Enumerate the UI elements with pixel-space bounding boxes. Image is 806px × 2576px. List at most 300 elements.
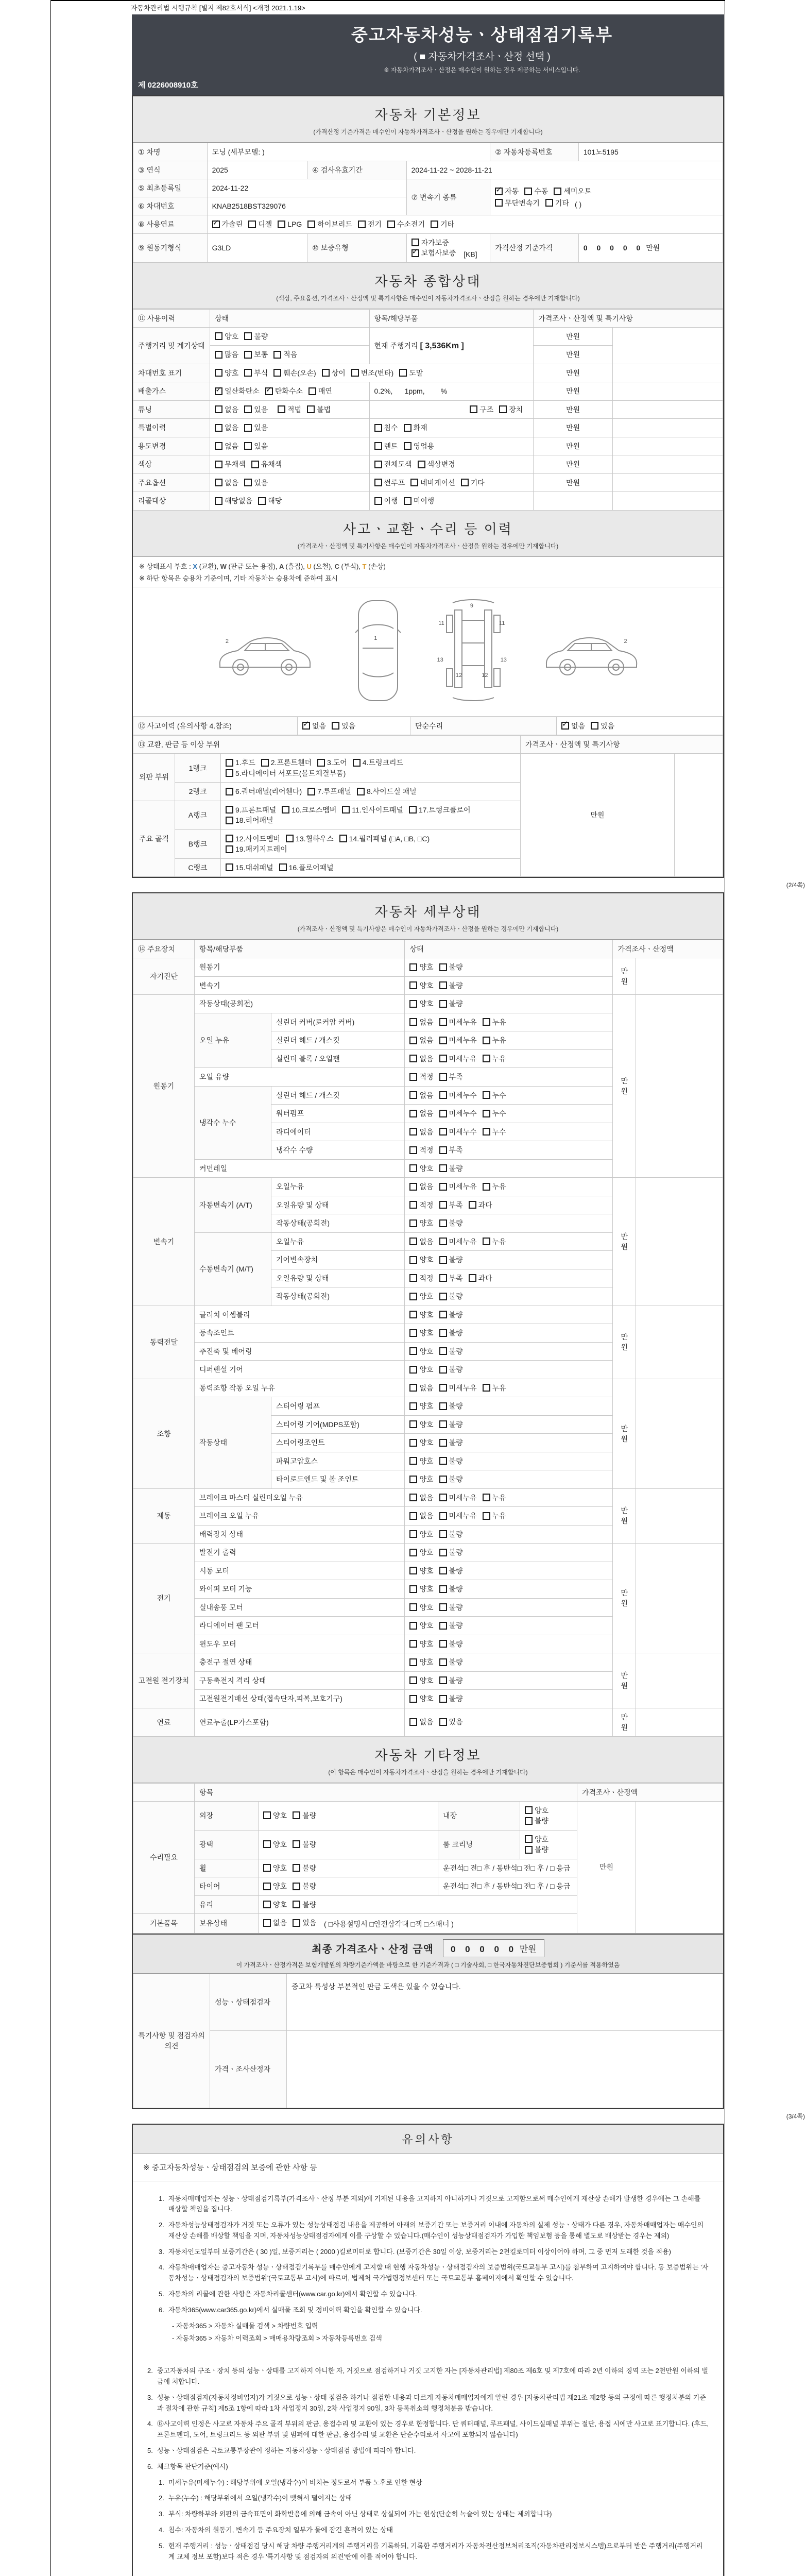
checkbox-box[interactable]: [322, 369, 330, 377]
checkbox-box[interactable]: [215, 332, 222, 340]
checkbox-과다[interactable]: [469, 1273, 492, 1283]
checkbox-box[interactable]: [439, 1622, 447, 1630]
checkbox-양호[interactable]: [409, 1566, 433, 1576]
checkbox-11.인사이드패널[interactable]: [342, 805, 403, 815]
checkbox-있음[interactable]: [244, 478, 268, 488]
checkbox-box[interactable]: [263, 1901, 271, 1908]
checkbox-양호[interactable]: [409, 1419, 433, 1430]
checkbox-불량[interactable]: [439, 1547, 463, 1557]
checkbox-box[interactable]: [409, 1238, 417, 1245]
checkbox-box[interactable]: [226, 845, 233, 853]
checkbox-box[interactable]: [409, 1366, 417, 1374]
checkbox-부족[interactable]: [439, 1273, 463, 1283]
checkbox-침수[interactable]: [374, 422, 398, 433]
checkbox-box[interactable]: [273, 369, 281, 377]
checkbox-있음[interactable]: [244, 404, 268, 415]
checkbox-누유[interactable]: [483, 1035, 506, 1045]
checkbox-box[interactable]: [439, 1695, 447, 1703]
checkbox-box[interactable]: [286, 835, 294, 842]
checkbox-불량[interactable]: [293, 1881, 316, 1891]
checkbox-box[interactable]: [226, 817, 233, 824]
checkbox-미세누수[interactable]: [439, 1108, 477, 1118]
checkbox-box[interactable]: [273, 351, 281, 359]
checkbox-box[interactable]: [409, 1549, 417, 1556]
checkbox-box[interactable]: [409, 1420, 417, 1428]
checkbox-box[interactable]: [265, 387, 273, 395]
checkbox-미세누유[interactable]: [439, 1054, 477, 1064]
checkbox-10.크로스멤버[interactable]: [282, 805, 336, 815]
checkbox-box[interactable]: [244, 424, 252, 432]
checkbox-양호[interactable]: [525, 1805, 548, 1816]
checkbox-누유[interactable]: [483, 1383, 506, 1393]
checkbox-box[interactable]: [409, 1164, 417, 1172]
checkbox-부식[interactable]: [244, 368, 268, 378]
checkbox-box[interactable]: [483, 1512, 490, 1520]
checkbox-15.대쉬패널[interactable]: [226, 862, 273, 873]
checkbox-box[interactable]: [374, 442, 382, 450]
checkbox-불량[interactable]: [293, 1810, 316, 1821]
checkbox-훼손(오손)[interactable]: [273, 368, 316, 378]
checkbox-양호[interactable]: [409, 1401, 433, 1411]
checkbox-box[interactable]: [418, 461, 425, 468]
checkbox-box[interactable]: [483, 1055, 490, 1062]
checkbox-유채색[interactable]: [251, 459, 282, 469]
checkbox-box[interactable]: [215, 497, 222, 505]
checkbox-기타[interactable]: [431, 219, 454, 229]
checkbox-box[interactable]: [307, 221, 315, 228]
checkbox-box[interactable]: [215, 351, 222, 359]
checkbox-없음[interactable]: [409, 1717, 433, 1727]
checkbox-4.트렁크리드[interactable]: [353, 757, 403, 768]
checkbox-가솔린[interactable]: [212, 219, 243, 229]
checkbox-없음[interactable]: [215, 478, 238, 488]
checkbox-미세누유[interactable]: [439, 1493, 477, 1503]
checkbox-box[interactable]: [409, 1037, 417, 1044]
checkbox-매연[interactable]: [308, 386, 332, 396]
checkbox-box[interactable]: [439, 1219, 447, 1227]
checkbox-box[interactable]: [215, 369, 222, 377]
checkbox-box[interactable]: [439, 1567, 447, 1574]
checkbox-불량[interactable]: [293, 1863, 316, 1873]
checkbox-19.패키지트레이[interactable]: [226, 844, 287, 854]
checkbox-box[interactable]: [244, 479, 252, 486]
checkbox-box[interactable]: [554, 188, 561, 195]
checkbox-box[interactable]: [409, 1585, 417, 1593]
checkbox-box[interactable]: [263, 1919, 271, 1927]
checkbox-box[interactable]: [409, 1293, 417, 1300]
checkbox-box[interactable]: [282, 806, 289, 814]
checkbox-적음[interactable]: [273, 349, 297, 360]
checkbox-box[interactable]: [483, 1183, 490, 1191]
checkbox-변조(변타)[interactable]: [351, 368, 393, 378]
checkbox-box[interactable]: [483, 1128, 490, 1136]
checkbox-누수[interactable]: [483, 1090, 506, 1100]
checkbox-box[interactable]: [374, 461, 382, 468]
checkbox-1.후드[interactable]: [226, 757, 255, 768]
checkbox-양호[interactable]: [409, 1584, 433, 1594]
checkbox-불량[interactable]: [439, 1364, 463, 1375]
checkbox-전기[interactable]: [358, 219, 382, 229]
checkbox-부족[interactable]: [439, 1072, 463, 1082]
checkbox-18.리어패널[interactable]: [226, 815, 273, 825]
checkbox-box[interactable]: [561, 722, 569, 730]
checkbox-불량[interactable]: [439, 1639, 463, 1649]
checkbox-box[interactable]: [439, 1402, 447, 1410]
checkbox-불량[interactable]: [439, 1218, 463, 1228]
checkbox-box[interactable]: [439, 1274, 447, 1282]
checkbox-화재[interactable]: [404, 422, 427, 433]
checkbox-box[interactable]: [244, 332, 252, 340]
checkbox-양호[interactable]: [409, 1163, 433, 1174]
checkbox-box[interactable]: [439, 1256, 447, 1264]
checkbox-box[interactable]: [357, 788, 365, 795]
checkbox-해당없음[interactable]: [215, 496, 252, 506]
checkbox-box[interactable]: [212, 221, 220, 228]
checkbox-양호[interactable]: [409, 962, 433, 972]
checkbox-불량[interactable]: [439, 1163, 463, 1174]
checkbox-box[interactable]: [439, 1329, 447, 1337]
checkbox-양호[interactable]: [409, 1346, 433, 1357]
checkbox-구조[interactable]: [470, 404, 493, 415]
checkbox-탄화수소[interactable]: [265, 386, 303, 396]
checkbox-기타[interactable]: [545, 198, 569, 208]
checkbox-불량[interactable]: [525, 1816, 548, 1826]
checkbox-box[interactable]: [353, 759, 361, 767]
checkbox-6.쿼터패널(리어휀다)[interactable]: [226, 786, 302, 796]
checkbox-양호[interactable]: [215, 368, 238, 378]
checkbox-없음[interactable]: [215, 404, 238, 415]
checkbox-양호[interactable]: [409, 1291, 433, 1301]
checkbox-이행[interactable]: [374, 496, 398, 506]
checkbox-없음[interactable]: [409, 1108, 433, 1118]
checkbox-box[interactable]: [308, 387, 316, 395]
checkbox-불량[interactable]: [525, 1844, 548, 1855]
checkbox-box[interactable]: [263, 1840, 271, 1848]
checkbox-수동[interactable]: [524, 186, 548, 196]
checkbox-box[interactable]: [525, 1806, 533, 1814]
checkbox-렌트[interactable]: [374, 441, 398, 451]
checkbox-box[interactable]: [342, 806, 350, 814]
checkbox-누유[interactable]: [483, 1236, 506, 1247]
checkbox-box[interactable]: [409, 1658, 417, 1666]
checkbox-box[interactable]: [215, 461, 222, 468]
checkbox-box[interactable]: [439, 1512, 447, 1520]
checkbox-box[interactable]: [439, 1183, 447, 1191]
checkbox-없음[interactable]: [409, 1090, 433, 1100]
checkbox-box[interactable]: [409, 1494, 417, 1501]
checkbox-box[interactable]: [483, 1238, 490, 1245]
checkbox-box[interactable]: [439, 1018, 447, 1026]
checkbox-미세누수[interactable]: [439, 1127, 477, 1137]
checkbox-불량[interactable]: [439, 1310, 463, 1320]
checkbox-box[interactable]: [387, 221, 395, 228]
checkbox-양호[interactable]: [409, 1456, 433, 1466]
checkbox-양호[interactable]: [409, 1364, 433, 1375]
checkbox-적법[interactable]: [278, 404, 301, 415]
checkbox-도말[interactable]: [399, 368, 423, 378]
checkbox-적정[interactable]: [409, 1200, 433, 1210]
checkbox-양호[interactable]: [525, 1834, 548, 1844]
checkbox-box[interactable]: [439, 1439, 447, 1447]
checkbox-box[interactable]: [263, 1811, 271, 1819]
checkbox-box[interactable]: [409, 1091, 417, 1099]
checkbox-box[interactable]: [439, 1549, 447, 1556]
checkbox-미세누유[interactable]: [439, 1035, 477, 1045]
checkbox-불량[interactable]: [439, 1255, 463, 1265]
checkbox-적정[interactable]: [409, 1145, 433, 1155]
checkbox-box[interactable]: [404, 497, 411, 505]
checkbox-보험사보증[interactable]: [411, 248, 456, 258]
checkbox-없음[interactable]: [409, 1127, 433, 1137]
checkbox-적정[interactable]: [409, 1072, 433, 1082]
checkbox-box[interactable]: [215, 479, 222, 486]
checkbox-box[interactable]: [525, 1835, 533, 1843]
checkbox-양호[interactable]: [409, 1693, 433, 1704]
checkbox-네비게이션[interactable]: [410, 478, 455, 488]
checkbox-일산화탄소[interactable]: [215, 386, 260, 396]
checkbox-box[interactable]: [439, 1146, 447, 1154]
checkbox-box[interactable]: [278, 221, 285, 228]
checkbox-box[interactable]: [409, 1402, 417, 1410]
checkbox-불량[interactable]: [439, 1291, 463, 1301]
checkbox-하이브리드[interactable]: [307, 219, 352, 229]
checkbox-box[interactable]: [307, 788, 315, 795]
checkbox-box[interactable]: [411, 249, 419, 257]
checkbox-box[interactable]: [409, 1567, 417, 1574]
checkbox-box[interactable]: [293, 1811, 300, 1819]
checkbox-box[interactable]: [461, 479, 469, 486]
checkbox-양호[interactable]: [409, 1218, 433, 1228]
checkbox-2.프론트휀더[interactable]: [261, 757, 312, 768]
checkbox-box[interactable]: [469, 1201, 476, 1209]
checkbox-양호[interactable]: [409, 980, 433, 991]
checkbox-box[interactable]: [483, 1037, 490, 1044]
checkbox-있음[interactable]: [332, 721, 355, 731]
checkbox-box[interactable]: [483, 1110, 490, 1117]
checkbox-없음[interactable]: [409, 1493, 433, 1503]
checkbox-box[interactable]: [409, 1384, 417, 1392]
checkbox-box[interactable]: [293, 1901, 300, 1908]
checkbox-box[interactable]: [470, 405, 477, 413]
checkbox-box[interactable]: [439, 1366, 447, 1374]
checkbox-box[interactable]: [439, 963, 447, 971]
checkbox-없음[interactable]: [302, 721, 326, 731]
checkbox-box[interactable]: [483, 1384, 490, 1392]
checkbox-양호[interactable]: [263, 1839, 287, 1850]
checkbox-양호[interactable]: [409, 1255, 433, 1265]
checkbox-box[interactable]: [226, 759, 233, 767]
checkbox-box[interactable]: [439, 1476, 447, 1483]
checkbox-장치[interactable]: [499, 404, 523, 415]
checkbox-양호[interactable]: [409, 1675, 433, 1686]
checkbox-box[interactable]: [524, 188, 532, 195]
checkbox-누수[interactable]: [483, 1127, 506, 1137]
checkbox-세미오토[interactable]: [554, 186, 591, 196]
checkbox-box[interactable]: [409, 1530, 417, 1538]
checkbox-box[interactable]: [409, 1055, 417, 1062]
checkbox-13.휠하우스[interactable]: [286, 834, 334, 844]
checkbox-불량[interactable]: [439, 1456, 463, 1466]
checkbox-box[interactable]: [409, 1695, 417, 1703]
checkbox-box[interactable]: [409, 963, 417, 971]
checkbox-box[interactable]: [409, 1128, 417, 1136]
checkbox-9.프론트패널[interactable]: [226, 805, 276, 815]
checkbox-box[interactable]: [409, 1000, 417, 1008]
checkbox-box[interactable]: [499, 405, 507, 413]
checkbox-box[interactable]: [439, 1718, 447, 1726]
checkbox-box[interactable]: [483, 1018, 490, 1026]
checkbox-box[interactable]: [439, 1603, 447, 1611]
checkbox-있음[interactable]: [439, 1717, 463, 1727]
checkbox-해당[interactable]: [258, 496, 282, 506]
checkbox-box[interactable]: [409, 1219, 417, 1227]
checkbox-box[interactable]: [409, 1329, 417, 1337]
checkbox-box[interactable]: [226, 788, 233, 795]
checkbox-box[interactable]: [439, 1347, 447, 1355]
checkbox-누유[interactable]: [483, 1054, 506, 1064]
checkbox-box[interactable]: [439, 1384, 447, 1392]
checkbox-색상변경[interactable]: [418, 459, 455, 469]
checkbox-box[interactable]: [439, 1420, 447, 1428]
checkbox-box[interactable]: [439, 1585, 447, 1593]
checkbox-box[interactable]: [244, 442, 252, 450]
checkbox-box[interactable]: [495, 188, 503, 195]
checkbox-불량[interactable]: [439, 1675, 463, 1686]
checkbox-box[interactable]: [248, 221, 256, 228]
checkbox-box[interactable]: [409, 1201, 417, 1209]
checkbox-box[interactable]: [483, 1494, 490, 1501]
checkbox-양호[interactable]: [263, 1810, 287, 1821]
checkbox-많음[interactable]: [215, 349, 238, 360]
checkbox-box[interactable]: [215, 424, 222, 432]
checkbox-box[interactable]: [244, 369, 252, 377]
checkbox-불량[interactable]: [439, 1620, 463, 1631]
checkbox-불량[interactable]: [439, 1566, 463, 1576]
checkbox-상이[interactable]: [322, 368, 346, 378]
checkbox-box[interactable]: [469, 1274, 476, 1282]
checkbox-기타[interactable]: [461, 478, 485, 488]
checkbox-부족[interactable]: [439, 1200, 463, 1210]
checkbox-box[interactable]: [244, 405, 252, 413]
checkbox-17.트렁크플로어[interactable]: [409, 805, 471, 815]
checkbox-없음[interactable]: [215, 441, 238, 451]
checkbox-box[interactable]: [409, 1146, 417, 1154]
checkbox-5.라디에이터 서포트(볼트체결부품)[interactable]: [226, 768, 346, 778]
checkbox-누유[interactable]: [483, 1181, 506, 1192]
checkbox-불량[interactable]: [439, 1419, 463, 1430]
checkbox-16.플로어패널[interactable]: [279, 862, 334, 873]
checkbox-box[interactable]: [409, 1512, 417, 1520]
checkbox-box[interactable]: [258, 497, 266, 505]
checkbox-box[interactable]: [261, 759, 269, 767]
checkbox-box[interactable]: [263, 1864, 271, 1872]
checkbox-불량[interactable]: [439, 1401, 463, 1411]
checkbox-box[interactable]: [358, 221, 366, 228]
checkbox-box[interactable]: [439, 1055, 447, 1062]
checkbox-box[interactable]: [525, 1817, 533, 1825]
checkbox-없음[interactable]: [409, 1236, 433, 1247]
checkbox-box[interactable]: [439, 1201, 447, 1209]
checkbox-box[interactable]: [226, 863, 233, 871]
checkbox-양호[interactable]: [409, 1620, 433, 1631]
checkbox-box[interactable]: [293, 1883, 300, 1890]
checkbox-양호[interactable]: [409, 1328, 433, 1338]
checkbox-box[interactable]: [293, 1919, 300, 1927]
checkbox-불량[interactable]: [439, 1437, 463, 1448]
checkbox-box[interactable]: [439, 981, 447, 989]
checkbox-양호[interactable]: [409, 998, 433, 1009]
checkbox-box[interactable]: [439, 1494, 447, 1501]
checkbox-무단변속기[interactable]: [495, 198, 540, 208]
checkbox-box[interactable]: [409, 1622, 417, 1630]
checkbox-box[interactable]: [410, 479, 418, 486]
checkbox-양호[interactable]: [263, 1900, 287, 1910]
checkbox-미세누유[interactable]: [439, 1511, 477, 1521]
checkbox-box[interactable]: [409, 981, 417, 989]
checkbox-불량[interactable]: [293, 1900, 316, 1910]
checkbox-box[interactable]: [439, 1037, 447, 1044]
checkbox-자가보증[interactable]: [411, 238, 449, 248]
checkbox-있음[interactable]: [244, 422, 268, 433]
checkbox-없음[interactable]: [263, 1918, 287, 1928]
checkbox-box[interactable]: [404, 424, 411, 432]
checkbox-box[interactable]: [317, 759, 325, 767]
checkbox-양호[interactable]: [409, 1639, 433, 1649]
checkbox-불량[interactable]: [439, 1657, 463, 1667]
checkbox-미세누유[interactable]: [439, 1181, 477, 1192]
checkbox-box[interactable]: [244, 351, 252, 359]
checkbox-box[interactable]: [439, 1128, 447, 1136]
checkbox-box[interactable]: [495, 199, 503, 207]
checkbox-box[interactable]: [263, 1883, 271, 1890]
checkbox-box[interactable]: [439, 1000, 447, 1008]
checkbox-box[interactable]: [307, 405, 315, 413]
checkbox-디젤[interactable]: [248, 219, 272, 229]
checkbox-양호[interactable]: [409, 1437, 433, 1448]
checkbox-box[interactable]: [278, 405, 285, 413]
checkbox-미세누유[interactable]: [439, 1383, 477, 1393]
checkbox-없음[interactable]: [409, 1035, 433, 1045]
checkbox-box[interactable]: [409, 1476, 417, 1483]
checkbox-전체도색[interactable]: [374, 459, 412, 469]
checkbox-box[interactable]: [374, 479, 382, 486]
checkbox-box[interactable]: [409, 1347, 417, 1355]
checkbox-box[interactable]: [439, 1293, 447, 1300]
checkbox-양호[interactable]: [263, 1863, 287, 1873]
checkbox-없음[interactable]: [409, 1383, 433, 1393]
checkbox-불량[interactable]: [244, 331, 268, 342]
checkbox-box[interactable]: [215, 405, 222, 413]
checkbox-불량[interactable]: [439, 1584, 463, 1594]
checkbox-없음[interactable]: [409, 1054, 433, 1064]
checkbox-7.루프패널[interactable]: [307, 786, 351, 796]
checkbox-없음[interactable]: [409, 1017, 433, 1027]
checkbox-누수[interactable]: [483, 1108, 506, 1118]
checkbox-box[interactable]: [431, 221, 438, 228]
checkbox-미세누유[interactable]: [439, 1236, 477, 1247]
checkbox-누유[interactable]: [483, 1511, 506, 1521]
checkbox-box[interactable]: [226, 835, 233, 842]
checkbox-LPG[interactable]: [278, 220, 302, 228]
checkbox-box[interactable]: [439, 1164, 447, 1172]
checkbox-썬루프[interactable]: [374, 478, 405, 488]
checkbox-없음[interactable]: [409, 1511, 433, 1521]
checkbox-누유[interactable]: [483, 1017, 506, 1027]
checkbox-없음[interactable]: [409, 1181, 433, 1192]
checkbox-box[interactable]: [409, 1676, 417, 1684]
checkbox-적정[interactable]: [409, 1273, 433, 1283]
checkbox-box[interactable]: [226, 806, 233, 814]
